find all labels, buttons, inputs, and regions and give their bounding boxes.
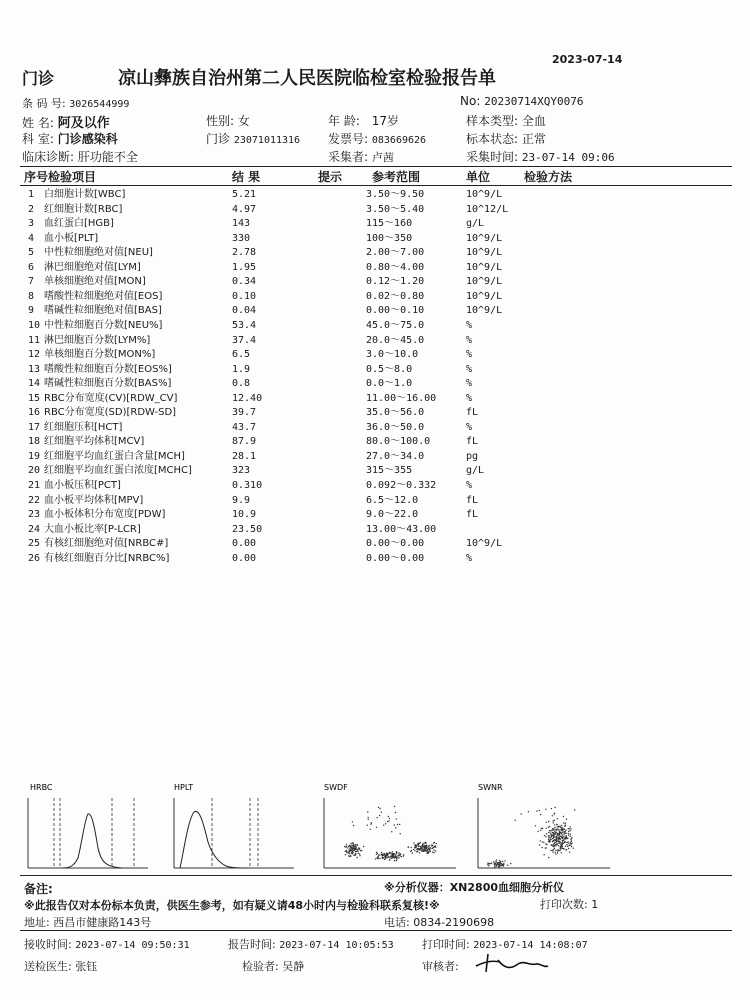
row-range: 0.00～0.00 [366,552,425,564]
print-time-label: 打印时间: [422,938,470,951]
row-item: RBC分布宽度(SD)[RDW-SD] [44,407,177,419]
row-item: 嗜碱性粒细胞百分数[BAS%] [44,378,172,390]
table-row [0,522,750,537]
row-item: 白细胞计数[WBC] [44,189,126,200]
hrbc-graph [22,780,154,872]
row-item: RBC分布宽度(CV)[RDW_CV] [44,392,178,404]
row-item: 淋巴细胞绝对值[LYM] [44,261,141,273]
row-unit: % [466,334,473,346]
table-row [0,434,750,449]
print-time-value: 2023-07-14 14:08:07 [473,940,588,951]
row-result: 0.10 [232,290,257,302]
table-row [0,318,750,333]
swdf-chart [320,780,460,872]
diagnosis-label: 临床诊断: [22,150,75,164]
row-unit: % [466,392,473,404]
collect-time-value: 23-07-14 09:06 [521,151,615,164]
footer-mid-rule [20,930,732,931]
patient-name: 阿及以作 [57,116,110,131]
row-unit: % [466,480,473,491]
row-no: 24 [28,523,41,535]
row-result: 28.1 [232,450,257,462]
row-no: 13 [28,363,41,375]
table-row [0,493,750,508]
receive-time-field [24,936,190,952]
table-row [0,347,750,362]
print-count-label: 打印次数: [540,898,588,911]
row-unit: 10^9/L [466,247,503,259]
clinic-label: 门诊 [206,132,231,146]
collector-label: 采集者: [328,150,369,164]
remark-label: 备注: [24,882,53,896]
diagnosis-field [22,148,138,165]
row-result: 0.00 [232,552,257,564]
dept-field [22,130,118,147]
sex-field [206,112,250,129]
print-count-field [540,896,598,912]
row-item: 红细胞平均体积[MCV] [44,436,145,448]
table-row [0,507,750,522]
col-result-header: 结 果 [232,170,261,184]
row-unit: pg [466,450,479,462]
table-row [0,274,750,289]
row-unit: 10^9/L [466,290,503,302]
row-no: 6 [28,261,35,273]
row-no: 1 [28,189,35,200]
tester-field [242,958,304,974]
row-item: 有核红细胞绝对值[NRBC#] [44,538,169,550]
row-unit: 10^9/L [466,232,503,244]
doctor-label: 送检医生: [24,960,72,973]
row-range: 0.092～0.332 [366,480,437,491]
table-row [0,391,750,406]
table-row [0,420,750,435]
row-result: 0.04 [232,305,257,317]
table-row [0,216,750,231]
row-range: 0.5～8.0 [366,363,413,375]
row-result: 9.9 [232,494,251,506]
row-result: 0.8 [232,378,251,390]
table-row [0,536,750,551]
row-range: 0.0～1.0 [366,378,413,390]
row-item: 血红蛋白[HGB] [44,218,114,230]
row-result: 2.78 [232,247,257,259]
swdf-label: SWDF [324,783,348,792]
analyzer-note: ※分析仪器：XN2800血细胞分析仪 [384,881,564,894]
row-range: 11.00～16.00 [366,392,437,404]
row-no: 16 [28,407,41,419]
row-no: 3 [28,218,35,230]
row-result: 6.5 [232,349,251,361]
row-item: 中性粒细胞百分数[NEU%] [44,319,163,331]
reviewer-signature [470,950,550,976]
row-range: 3.0～10.0 [366,349,419,361]
row-range: 2.00～7.00 [366,247,425,259]
row-result: 4.97 [232,203,257,215]
row-range: 45.0～75.0 [366,319,425,331]
row-unit: 10^9/L [466,305,503,317]
row-unit: % [466,363,473,375]
report-no-value: 20230714XQY0076 [484,95,584,108]
table-row [0,478,750,493]
invoice-no: 083669626 [371,135,427,146]
table-header [0,168,750,184]
sample-state-field [466,130,546,147]
row-no: 18 [28,436,41,448]
age-value: 17岁 [371,114,399,128]
table-row [0,260,750,275]
swnr-scatter [474,780,614,872]
row-range: 100～350 [366,232,413,244]
tester-value: 吴静 [282,960,305,973]
row-unit: g/L [466,218,485,230]
row-no: 14 [28,378,41,390]
row-range: 3.50～9.50 [366,189,425,200]
row-range: 0.02～0.80 [366,290,425,302]
row-item: 红细胞压积[HCT] [44,421,123,433]
page-title: 凉山彝族自治州第二人民医院临检室检验报告单 [118,68,496,89]
collector-field [328,148,394,165]
row-range: 0.12～1.20 [366,276,425,288]
hrbc-label: HRBC [30,783,53,792]
sample-state-value: 正常 [521,132,546,146]
row-item: 嗜酸性粒细胞绝对值[EOS] [44,290,163,302]
row-item: 嗜碱性粒细胞绝对值[BAS] [44,305,162,317]
table-row [0,202,750,217]
table-row [0,376,750,391]
swnr-label: SWNR [478,783,503,792]
sample-state-label: 标本状态: [466,132,519,146]
name-field [22,112,110,131]
report-time-field [228,936,394,952]
row-item: 红细胞平均血红蛋白浓度[MCHC] [44,465,192,477]
row-result: 5.21 [232,189,257,200]
row-unit: 10^12/L [466,203,509,215]
row-result: 1.95 [232,261,257,273]
table-row [0,289,750,304]
row-result: 323 [232,465,251,477]
dept-label: 科 室: [22,132,54,146]
row-no: 9 [28,305,35,317]
reviewer-field [422,958,459,974]
table-row [0,245,750,260]
row-no: 22 [28,494,41,506]
sex-label: 性别: [206,114,235,128]
table-row [0,551,750,566]
row-range: 0.80～4.00 [366,261,425,273]
row-range: 35.0～56.0 [366,407,425,419]
table-row [0,231,750,246]
row-result: 43.7 [232,421,257,433]
address-value: 西昌市健康路143号 [53,916,152,929]
row-result: 330 [232,232,251,244]
row-result: 10.9 [232,509,257,521]
clinic-field [206,130,300,147]
table-row [0,449,750,464]
row-no: 8 [28,290,35,302]
row-range: 9.0～22.0 [366,509,419,521]
col-unit-header: 单位 [466,170,491,184]
row-result: 87.9 [232,436,257,448]
swdf-dots [344,806,437,862]
row-no: 20 [28,465,41,477]
swnr-dots [487,807,575,868]
collect-time-field [466,148,615,165]
table-row [0,187,750,202]
row-result: 0.310 [232,480,263,491]
row-unit: 10^9/L [466,261,503,273]
row-unit: fL [466,407,479,419]
row-unit: % [466,349,473,361]
dept-value: 门诊感染科 [57,132,118,146]
row-item: 血小板压积[PCT] [44,480,121,491]
row-result: 12.40 [232,392,263,404]
table-row [0,463,750,478]
sample-type-label: 样本类型: [466,114,519,128]
row-result: 0.34 [232,276,257,288]
row-item: 单核细胞百分数[MON%] [44,349,156,361]
barcode-field [22,95,129,111]
collect-time-label: 采集时间: [466,150,519,164]
report-time-label: 报告时间: [228,938,276,951]
print-date: 2023-07-14 [552,53,623,66]
row-result: 37.4 [232,334,257,346]
sex-value: 女 [237,114,250,128]
address-field [24,914,151,930]
row-unit: % [466,378,473,390]
doctor-value: 张钰 [75,960,98,973]
age-field [328,112,399,129]
row-range: 315～355 [366,465,413,477]
table-row [0,405,750,420]
row-unit: % [466,421,473,433]
row-result: 143 [232,218,251,230]
col-flag-header: 提示 [318,170,343,184]
row-range: 0.00～0.10 [366,305,425,317]
row-item: 中性粒细胞绝对值[NEU] [44,247,153,259]
receive-time-value: 2023-07-14 09:50:31 [75,940,190,951]
barcode-label: 条 码 号: [22,97,66,110]
row-range: 27.0～34.0 [366,450,425,462]
row-no: 4 [28,232,35,244]
hplt-graph [170,780,302,872]
receive-time-label: 接收时间: [24,938,72,951]
clinic-no: 23071011316 [233,135,301,146]
col-method-header: 检验方法 [524,170,573,184]
report-time-value: 2023-07-14 10:05:53 [279,940,394,951]
tester-label: 检验者: [242,960,279,973]
hrbc-chart [22,780,154,872]
row-unit: 10^9/L [466,276,503,288]
row-no: 7 [28,276,35,288]
row-unit: % [466,319,473,331]
row-item: 有核红细胞百分比[NRBC%] [44,552,170,564]
name-label: 姓 名: [22,116,54,130]
row-item: 血小板体积分布宽度[PDW] [44,509,166,521]
row-no: 11 [28,334,41,346]
row-no: 19 [28,450,41,462]
table-top-rule [20,166,732,167]
row-no: 2 [28,203,35,215]
sample-type-value: 全血 [521,114,546,128]
row-item: 大血小板比率[P-LCR] [44,523,141,535]
row-unit: fL [466,436,479,448]
age-label: 年 龄: [328,114,360,128]
print-count-value: 1 [591,898,599,911]
row-item: 嗜酸性粒细胞百分数[EOS%] [44,363,172,375]
row-item: 红细胞计数[RBC] [44,203,123,215]
address-label: 地址: [24,916,50,929]
hplt-chart [170,780,302,872]
row-no: 26 [28,552,41,564]
row-result: 53.4 [232,319,257,331]
phone-value: 0834-2190698 [413,916,495,929]
row-item: 淋巴细胞百分数[LYM%] [44,334,151,346]
report-no-label: No: [460,94,481,108]
row-result: 23.50 [232,523,263,535]
reviewer-label: 审核者: [422,960,459,973]
row-item: 单核细胞绝对值[MON] [44,276,146,288]
disclaimer-notice: ※此报告仅对本份标本负责，供医生参考，如有疑义请48小时内与检验科联系复核!※ [24,899,440,912]
row-no: 5 [28,247,35,259]
doctor-field [24,958,97,974]
collector-value: 卢茜 [371,151,394,164]
invoice-field [328,130,426,147]
row-no: 17 [28,421,41,433]
row-unit: % [466,552,473,564]
row-range: 6.5～12.0 [366,494,419,506]
sample-type-field [466,112,546,129]
row-range: 13.00～43.00 [366,523,437,535]
row-unit: 10^9/L [466,538,503,550]
row-result: 1.9 [232,363,251,375]
dept-tag: 门诊 [22,69,55,88]
table-row [0,362,750,377]
row-range: 36.0～50.0 [366,421,425,433]
col-range-header: 参考范围 [372,170,421,184]
row-result: 0.00 [232,538,257,550]
hplt-label: HPLT [174,783,194,792]
col-item-header: 序号检验项目 [24,170,97,184]
row-no: 15 [28,392,41,404]
row-range: 3.50～5.40 [366,203,425,215]
row-result: 39.7 [232,407,257,419]
table-row [0,303,750,318]
invoice-label: 发票号: [328,132,369,146]
report-no-field [460,94,584,108]
row-range: 80.0～100.0 [366,436,431,448]
row-no: 23 [28,509,41,521]
row-range: 0.00～0.00 [366,538,425,550]
row-no: 25 [28,538,41,550]
phone-field [384,914,494,930]
swdf-scatter [320,780,460,872]
row-no: 10 [28,319,41,331]
row-item: 血小板平均体积[MPV] [44,494,144,506]
row-unit: fL [466,494,479,506]
row-item: 血小板[PLT] [44,232,99,244]
row-unit: g/L [466,465,485,477]
row-range: 20.0～45.0 [366,334,425,346]
barcode-value: 3026544999 [69,99,130,110]
row-unit: 10^9/L [466,189,503,200]
row-no: 21 [28,480,41,491]
diagnosis-value: 肝功能不全 [77,150,138,164]
row-no: 12 [28,349,41,361]
row-item: 红细胞平均血红蛋白含量[MCH] [44,450,185,462]
footer-top-rule [20,875,732,876]
row-unit: fL [466,509,479,521]
table-row [0,333,750,348]
row-range: 115～160 [366,218,413,230]
phone-label: 电话: [384,916,410,929]
table-header-rule [20,185,732,186]
swnr-chart [474,780,614,872]
